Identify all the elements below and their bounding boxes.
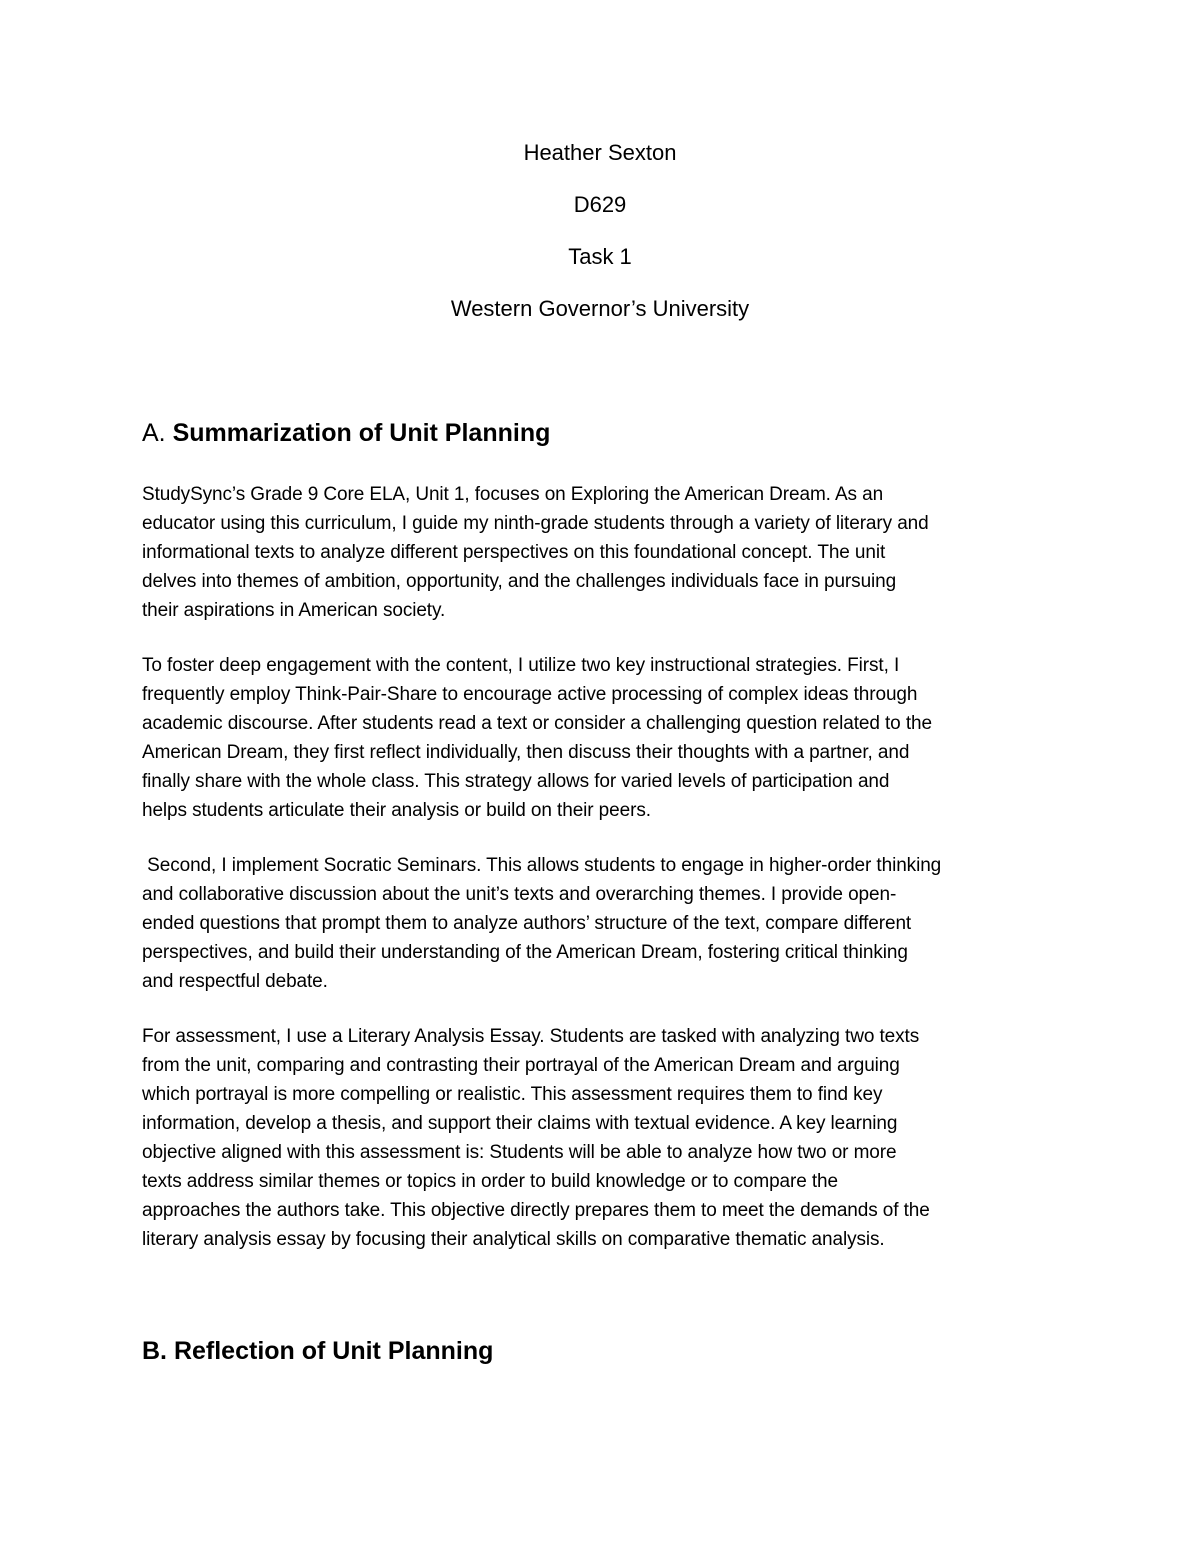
paragraph-strategies xyxy=(142,651,1072,825)
text-line: which portrayal is more compelling or realistic. This assessment requires them to find key xyxy=(142,1084,883,1105)
text-line: literary analysis essay by focusing their analytical skills on comparative thematic analysis. xyxy=(142,1229,885,1250)
task-label: Task 1 xyxy=(568,244,632,269)
text-line: frequently employ Think-Pair-Share to encourage active processing of complex ideas through xyxy=(142,684,918,705)
paragraph-assessment xyxy=(142,1022,1072,1254)
text-line: their aspirations in American society. xyxy=(142,600,446,621)
text-line: Second, I implement Socratic Seminars. This allows students to engage in higher-order thinking xyxy=(142,855,942,876)
text-line: approaches the authors take. This objective directly prepares them to meet the demands of the xyxy=(142,1200,930,1221)
paragraph-socratic-seminars xyxy=(142,851,1072,996)
text-line: texts address similar themes or topics in order to build knowledge or to compare the xyxy=(142,1171,838,1192)
text-line: and collaborative discussion about the unit’s texts and overarching themes. I provide open- xyxy=(142,884,897,905)
section-a-heading xyxy=(142,418,550,448)
text-line: objective aligned with this assessment is: Students will be able to analyze how two or more xyxy=(142,1142,897,1163)
text-line: American Dream, they first reflect individually, then discuss their thoughts with a partner, and xyxy=(142,742,910,763)
text-line: ended questions that prompt them to analyze authors’ structure of the text, compare different xyxy=(142,913,912,934)
university-name: Western Governor’s University xyxy=(450,296,750,321)
text-line: finally share with the whole class. This strategy allows for varied levels of participation and xyxy=(142,771,890,792)
text-line: educator using this curriculum, I guide my ninth-grade students through a variety of literary and xyxy=(142,513,929,534)
section-b-title: Reflection of Unit Planning xyxy=(173,1337,494,1365)
author-name: Heather Sexton xyxy=(523,140,677,165)
section-a-title: Summarization of Unit Planning xyxy=(172,419,551,447)
text-line: perspectives, and build their understanding of the American Dream, fostering critical thinking xyxy=(142,942,908,963)
paragraph-intro xyxy=(142,480,1072,625)
text-line: informational texts to analyze different perspectives on this foundational concept. The unit xyxy=(142,542,886,563)
section-a-letter: A. xyxy=(142,419,166,447)
text-line: StudySync’s Grade 9 Core ELA, Unit 1, focuses on Exploring the American Dream. As an xyxy=(142,484,884,505)
text-line: delves into themes of ambition, opportunity, and the challenges individuals face in pursuing xyxy=(142,571,897,592)
section-b-heading xyxy=(142,1336,493,1366)
text-line: from the unit, comparing and contrasting their portrayal of the American Dream and arguing xyxy=(142,1055,900,1076)
section-b-letter: B. xyxy=(142,1337,167,1365)
text-line: information, develop a thesis, and support their claims with textual evidence. A key learning xyxy=(142,1113,898,1134)
course-code: D629 xyxy=(573,192,627,217)
text-line: To foster deep engagement with the content, I utilize two key instructional strategies. First, I xyxy=(142,655,900,676)
text-line: helps students articulate their analysis or build on their peers. xyxy=(142,800,651,821)
title-block xyxy=(0,140,1200,348)
text-line: and respectful debate. xyxy=(142,971,328,992)
text-line: For assessment, I use a Literary Analysis Essay. Students are tasked with analyzing two texts xyxy=(142,1026,920,1047)
text-line: academic discourse. After students read a text or consider a challenging question related to the xyxy=(142,713,932,734)
